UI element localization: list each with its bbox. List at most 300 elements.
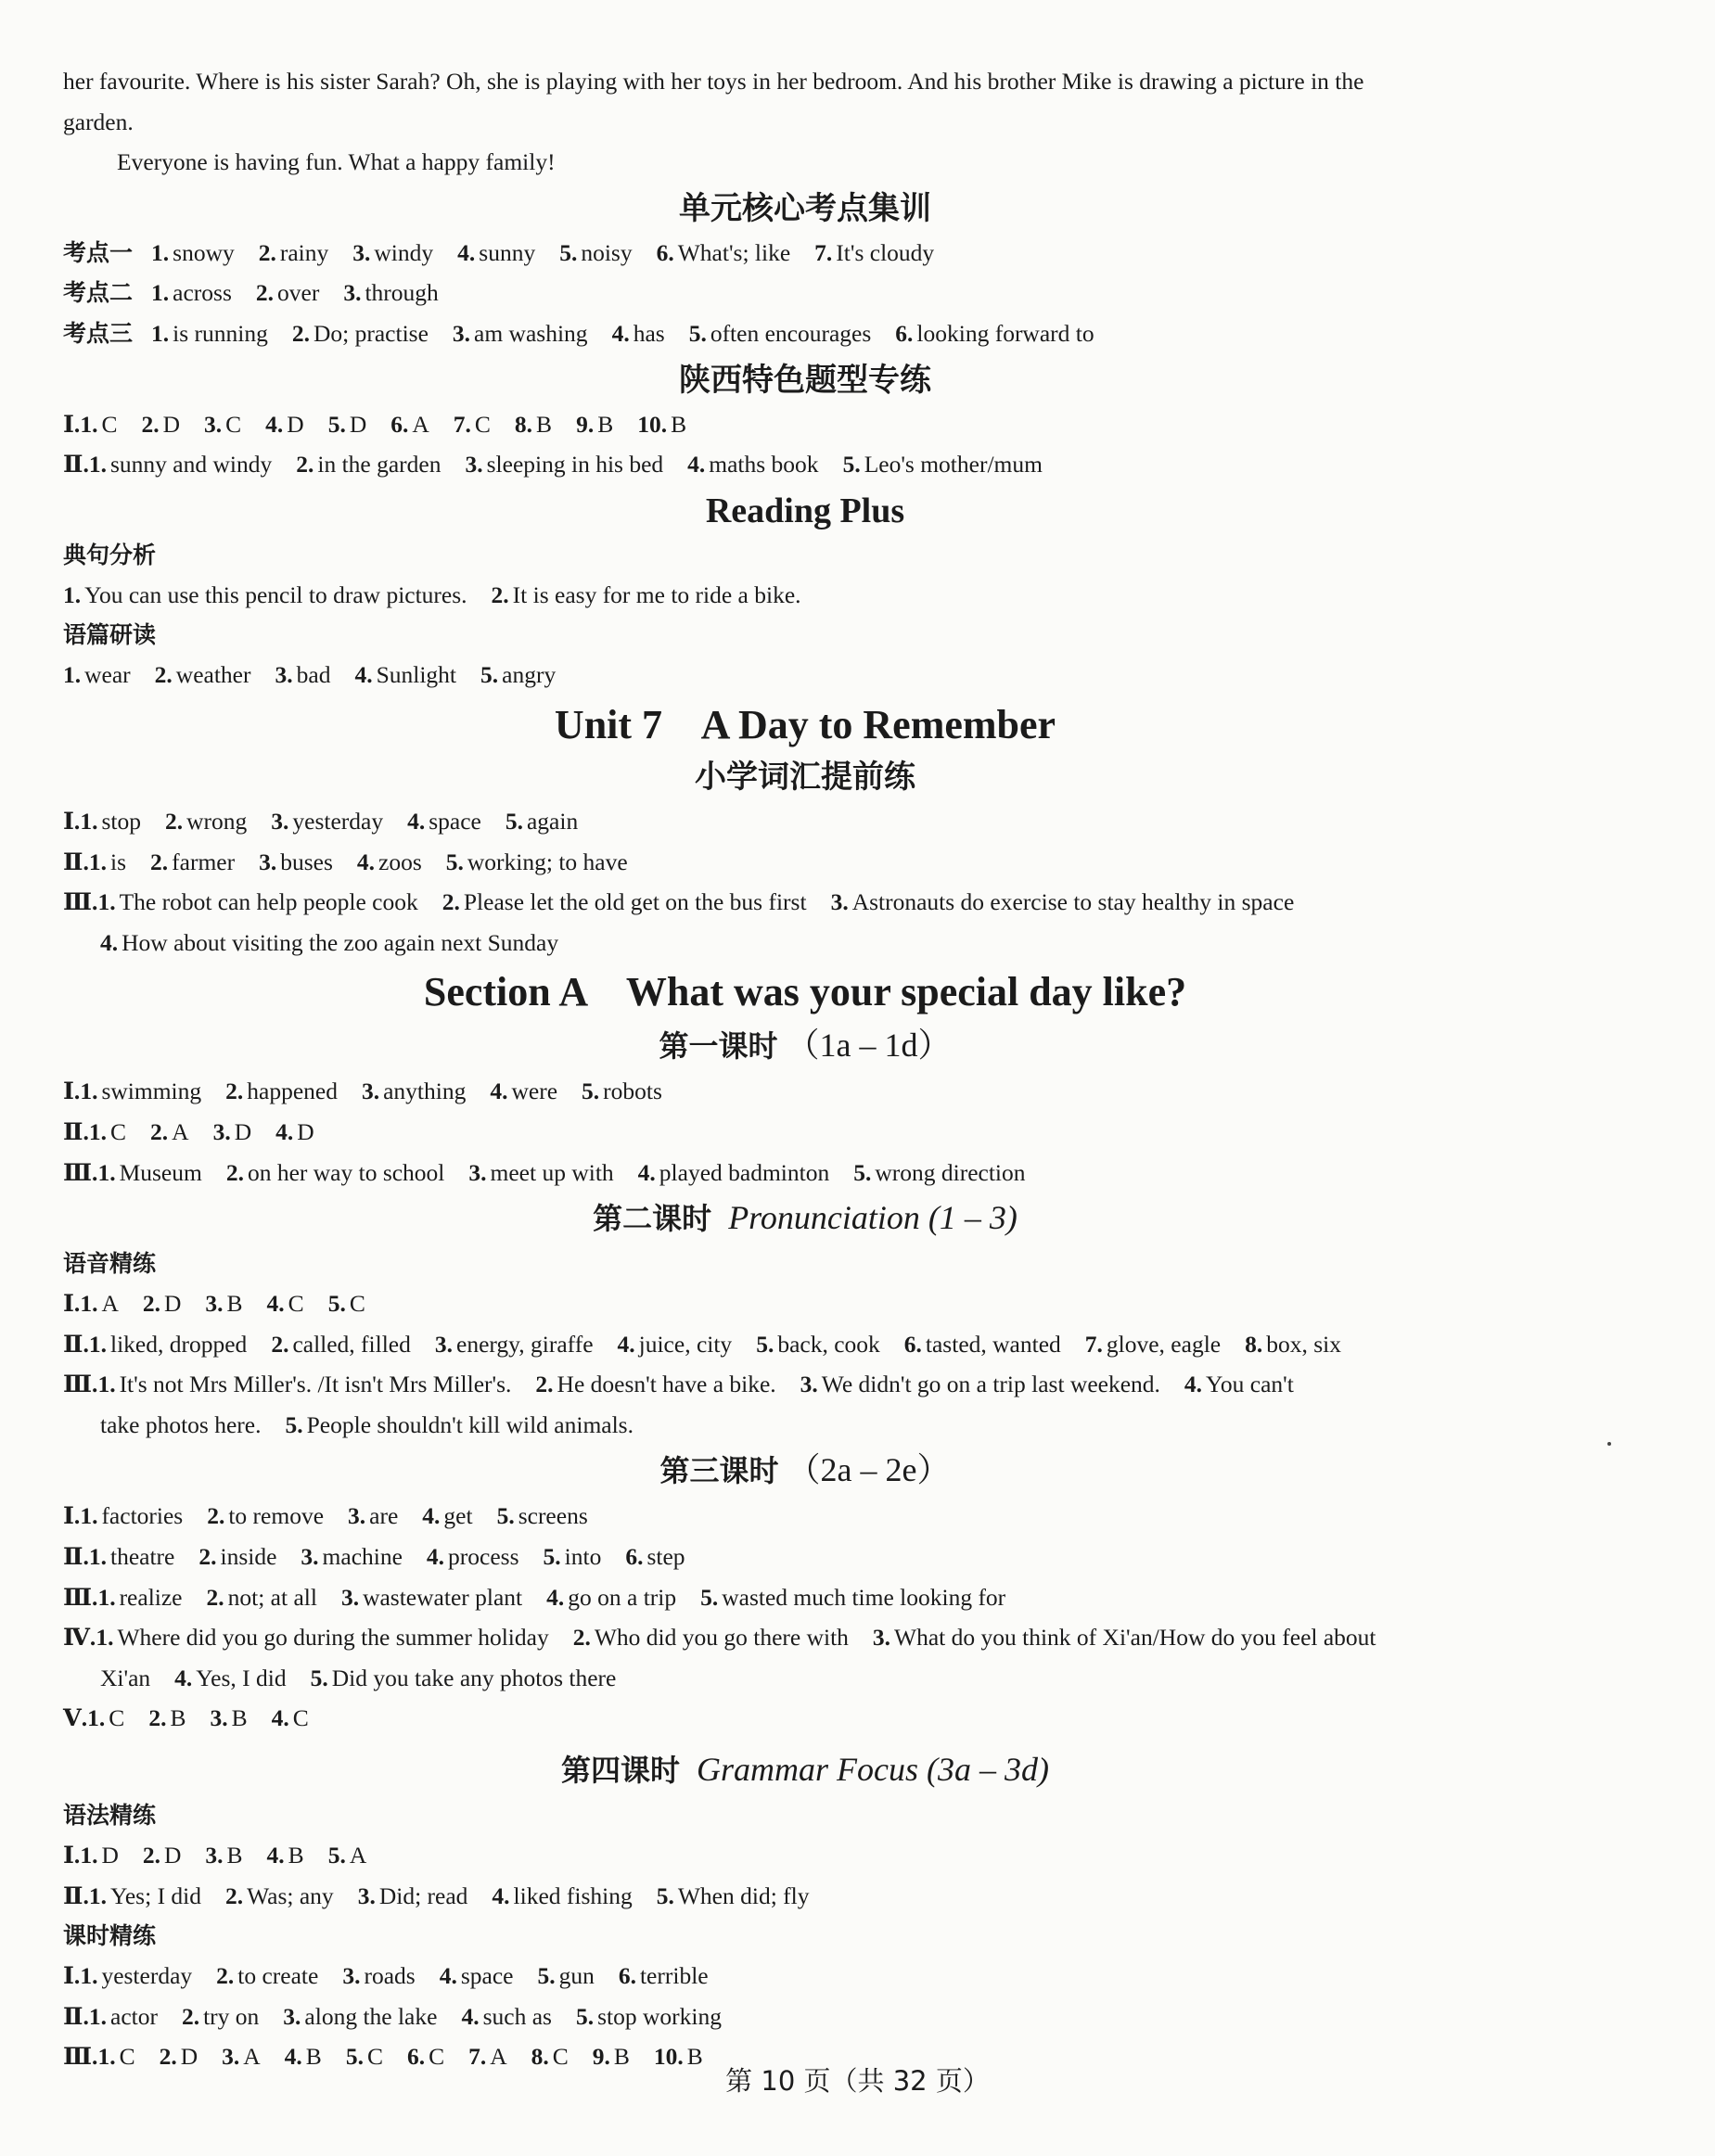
answer-number: 8. (514, 410, 533, 438)
answer-text: to remove (228, 1502, 325, 1530)
answer-text: sleeping in his bed (486, 451, 664, 478)
reading-sub-2-items (63, 655, 1547, 695)
answer-text: wasted much time looking for (722, 1583, 1006, 1611)
answer-text: not; at all (227, 1583, 317, 1611)
answer-text: bad (296, 661, 331, 689)
answer-text: stop (101, 807, 141, 835)
lesson-2-cn: 第二课时 (593, 1201, 712, 1237)
answer-number: 1. (88, 1330, 107, 1358)
answer-item (259, 848, 333, 875)
answer-text: noisy (581, 238, 633, 266)
answer-number: 4. (490, 1078, 508, 1105)
answer-item (207, 1502, 324, 1529)
answer-number: 4. (271, 1704, 289, 1732)
answer-text: Did you take any photos there (331, 1664, 617, 1691)
answer-number: 1. (80, 1842, 98, 1869)
lesson-2-title (63, 1193, 1547, 1244)
reading-sub-2: 语篇研读 (63, 621, 157, 649)
answer-item (89, 1543, 175, 1570)
core-section-title: 单元核心考点集训 (679, 189, 931, 227)
answer-row (63, 313, 1547, 354)
answer-item (226, 1159, 445, 1186)
answer-item (343, 279, 438, 306)
answer-item (150, 848, 235, 875)
lesson-1-title (63, 1020, 1547, 1071)
answer-item (689, 320, 872, 347)
answer-item (515, 411, 552, 438)
answer-number: 2. (206, 1583, 224, 1611)
answer-item (97, 1584, 182, 1611)
answer-number: 5. (575, 2002, 595, 2030)
answer-text: meet up with (490, 1158, 614, 1186)
answer-item (853, 1159, 1025, 1186)
answer-item (638, 1159, 830, 1186)
answer-number: 3. (800, 1371, 818, 1398)
answer-item (63, 581, 467, 608)
answer-item (506, 808, 578, 835)
answer-number: 3. (452, 319, 471, 347)
answer-number: 3. (204, 410, 223, 438)
answer-number: 4. (461, 2002, 480, 2030)
answer-item (292, 320, 429, 347)
answer-text: We didn't go on a trip last weekend. (821, 1371, 1160, 1398)
answer-number: 3. (348, 1502, 366, 1530)
answer-text: What's; like (677, 238, 791, 266)
answer-number: 2. (159, 2043, 177, 2071)
answer-number: 1. (88, 1882, 107, 1909)
answer-number: 6. (895, 319, 914, 347)
answer-number: 3. (283, 2002, 301, 2030)
answer-number: 3. (340, 1583, 360, 1611)
answer-text: are (369, 1502, 399, 1530)
answer-item (352, 239, 433, 266)
answer-text: windy (374, 238, 434, 266)
page-number: 第 10 页（共 32 页） (725, 2065, 990, 2097)
answer-item (435, 1331, 594, 1358)
roman-numeral: Ⅲ. (63, 1583, 98, 1611)
answer-number: 1. (151, 279, 170, 307)
answer-text: You can't (1206, 1371, 1294, 1398)
answer-text: D (101, 1842, 119, 1869)
answer-row (63, 404, 1547, 445)
answer-number: 3. (222, 2043, 240, 2071)
answer-row (63, 1956, 1547, 1997)
answer-text: often encourages (710, 319, 872, 347)
answer-item (1184, 1371, 1294, 1397)
answer-number: 1. (80, 1962, 98, 1990)
answer-number: 3. (357, 1882, 376, 1909)
answer-text: yesterday (101, 1962, 193, 1990)
answer-number: 3. (434, 1330, 454, 1358)
answer-number: 3. (205, 1842, 224, 1869)
answer-text: space (429, 807, 481, 835)
lesson-1-en: （1a – 1d） (786, 1027, 952, 1065)
answer-text: C (119, 2043, 135, 2071)
answer-number: 5. (310, 1664, 328, 1691)
answer-number: 2. (148, 1704, 167, 1732)
answer-text: has (633, 319, 665, 347)
answer-number: 6. (656, 238, 674, 266)
answer-number: 5. (505, 807, 523, 835)
answer-row (63, 1364, 1547, 1405)
answer-number: 7. (1084, 1330, 1103, 1358)
answer-number: 3. (352, 238, 371, 266)
answer-item (576, 411, 613, 438)
answer-text: were (511, 1078, 558, 1105)
answer-number: 5. (445, 848, 464, 875)
answer-text: He doesn't have a bike. (557, 1371, 776, 1398)
answer-number: 2. (271, 1330, 289, 1358)
answer-number: 2. (154, 661, 173, 689)
answer-text: in the garden (317, 451, 442, 478)
answer-text: liked fishing (513, 1882, 633, 1909)
answer-number: 5. (688, 319, 707, 347)
answer-number: 3. (361, 1078, 380, 1105)
answer-number: 5. (559, 238, 578, 266)
answer-item (904, 1331, 1061, 1358)
roman-numeral: Ⅱ. (63, 1882, 89, 1909)
answer-item (480, 661, 556, 688)
answer-item (100, 1665, 150, 1691)
answer-number: 1. (63, 661, 82, 689)
answer-number: 8. (1245, 1330, 1263, 1358)
answer-item (559, 239, 632, 266)
answer-item (637, 411, 686, 438)
unit-vocab-title: 小学词汇提前练 (695, 758, 915, 796)
answer-row (63, 1153, 1547, 1193)
answer-number: 5. (543, 1543, 561, 1571)
row-label: 考点三 (63, 319, 134, 347)
answer-number: 5. (496, 1502, 515, 1530)
answer-number: 4. (611, 319, 630, 347)
answer-number: 5. (700, 1583, 719, 1611)
answer-item (97, 1371, 511, 1397)
answer-item (700, 1584, 1005, 1611)
answer-text: looking forward to (916, 319, 1094, 347)
answer-text: go on a trip (568, 1583, 677, 1611)
answer-item (275, 1118, 314, 1145)
answer-number: 5. (480, 661, 499, 689)
answer-number: 7. (453, 410, 471, 438)
answer-text: sunny (479, 238, 536, 266)
answer-number: 4. (439, 1962, 457, 1990)
answer-number: 3. (468, 1158, 487, 1186)
lesson-4-rows-2 (63, 1956, 1547, 2077)
answer-number: 1. (80, 1290, 98, 1318)
roman-numeral: Ⅱ. (63, 451, 89, 478)
answer-number: 1. (151, 238, 170, 266)
answer-item (619, 1962, 709, 1989)
answer-text: A (172, 1117, 189, 1145)
answer-text: B (686, 2043, 703, 2071)
answer-item (174, 1665, 286, 1691)
answer-number: 1. (97, 1158, 116, 1186)
answer-number: 2. (296, 451, 314, 478)
roman-numeral: Ⅰ. (63, 807, 81, 835)
answer-text: tasted, wanted (925, 1330, 1061, 1358)
answer-item (256, 279, 319, 306)
answer-text: B (671, 410, 687, 438)
answer-number: 10. (653, 2043, 684, 2071)
answer-number: 1. (80, 807, 98, 835)
answer-item (442, 888, 807, 915)
lesson-1-cn: 第一课时 (659, 1028, 778, 1065)
answer-text: B (597, 410, 614, 438)
answer-number: 1. (80, 410, 98, 438)
answer-text: happened (247, 1078, 338, 1105)
answer-text: on her way to school (247, 1158, 445, 1186)
answer-number: 4. (174, 1664, 193, 1691)
answer-text: anything (383, 1078, 467, 1105)
answer-number: 1. (80, 1502, 98, 1530)
lesson-2-sub: 语音精练 (63, 1250, 157, 1278)
intro-line-1: her favourite. Where is his sister Sarah? Oh, she is playing with her toys in her bedroom. And his brother Mike is drawing a picture in the (63, 68, 1364, 95)
roman-numeral: Ⅱ. (63, 1330, 89, 1358)
answer-text: B (613, 2043, 630, 2071)
answer-item (143, 1842, 182, 1869)
answer-item (80, 1502, 183, 1529)
answer-text: sunny and windy (110, 451, 273, 478)
answer-item (275, 661, 331, 688)
answer-number: 3. (205, 1290, 224, 1318)
answer-text: called, filled (292, 1330, 411, 1358)
roman-numeral: Ⅲ. (63, 1371, 98, 1398)
answer-row (63, 1698, 1547, 1739)
answer-text: played badminton (659, 1158, 830, 1186)
answer-row (63, 1071, 1547, 1112)
answer-item (210, 1704, 247, 1731)
answer-item (97, 888, 417, 915)
answer-number: 7. (814, 238, 833, 266)
roman-numeral: Ⅲ. (63, 888, 98, 916)
answer-item (618, 1331, 733, 1358)
answer-text: swimming (101, 1078, 202, 1105)
answer-number: 2. (535, 1371, 554, 1398)
lesson-4-rows-1 (63, 1835, 1547, 1916)
answer-number: 2. (225, 1882, 244, 1909)
answer-item (895, 320, 1094, 347)
answer-item (301, 1543, 403, 1570)
answer-number: 1. (97, 1371, 116, 1398)
answer-number: 2. (572, 1624, 591, 1652)
answer-number: 3. (271, 807, 289, 835)
answer-item (182, 2003, 259, 2030)
answer-item (457, 239, 535, 266)
answer-text: farmer (172, 848, 236, 875)
unit-rows (63, 801, 1547, 963)
answer-text: take photos here. (100, 1410, 262, 1438)
answer-text: factories (101, 1502, 184, 1530)
roman-numeral: Ⅱ. (63, 2002, 89, 2030)
answer-text: It's cloudy (836, 238, 935, 266)
answer-row (63, 1537, 1547, 1577)
row-label: 考点二 (63, 279, 134, 307)
answer-text: It's not Mrs Miller's. /It isn't Mrs Miller's. (119, 1371, 512, 1398)
answer-item (216, 1962, 318, 1989)
answer-number: 5. (842, 451, 861, 478)
answer-number: 3. (830, 888, 849, 916)
answer-number: 4. (284, 2043, 302, 2071)
answer-text: D (349, 410, 367, 438)
answer-text: such as (482, 2002, 552, 2030)
answer-item (497, 1502, 588, 1529)
answer-row (63, 1405, 1547, 1446)
answer-text: A (243, 2043, 261, 2071)
answer-text: box, six (1266, 1330, 1341, 1358)
answer-item (89, 1882, 201, 1909)
answer-item (466, 451, 664, 478)
answer-text: Who did you go there with (594, 1624, 849, 1652)
answer-item (390, 411, 429, 438)
answer-text: gun (558, 1962, 595, 1990)
answer-item (544, 1543, 602, 1570)
answer-number: 1. (87, 1704, 106, 1732)
answer-row (63, 1283, 1547, 1324)
answer-item (873, 1624, 1376, 1651)
answer-item (328, 411, 367, 438)
lesson-2-rows (63, 1283, 1547, 1445)
answer-number: 2. (442, 888, 460, 916)
answer-text: is (110, 848, 127, 875)
unit-title: Unit 7 A Day to Remember (554, 701, 1056, 747)
answer-item (80, 1842, 119, 1869)
answer-number: 2. (164, 807, 184, 835)
answer-number: 3. (259, 848, 277, 875)
answer-number: 4. (457, 238, 476, 266)
answer-item (205, 1842, 242, 1869)
roman-numeral: Ⅱ. (63, 1543, 89, 1571)
lesson-3-cn: 第三课时 (659, 1453, 779, 1489)
answer-number: 2. (141, 410, 160, 438)
answer-text: D (234, 1117, 252, 1145)
answer-item (612, 320, 665, 347)
answer-number: 2. (181, 2002, 200, 2030)
reading-plus-title: Reading Plus (705, 491, 905, 530)
answer-item (225, 1882, 334, 1909)
core-rows (63, 233, 1547, 354)
answer-number: 4. (1184, 1371, 1203, 1398)
answer-row (63, 1112, 1547, 1153)
answer-item (150, 1118, 189, 1145)
answer-number: 4. (354, 661, 373, 689)
answer-number: 2. (198, 1543, 217, 1571)
answer-row (63, 1835, 1547, 1876)
answer-item (151, 320, 268, 347)
section-a-title: Section A What was your special day like? (423, 969, 1187, 1015)
answer-text: liked, dropped (110, 1330, 248, 1358)
answer-number: 3. (210, 1704, 228, 1732)
answer-text: wrong (186, 807, 248, 835)
roman-numeral: Ⅰ. (63, 1962, 81, 1990)
intro-line-2: garden. (63, 108, 134, 135)
answer-row (63, 1876, 1547, 1917)
answer-row (63, 273, 1547, 313)
answer-item (89, 848, 126, 875)
answer-number: 6. (406, 2043, 426, 2071)
answer-text: B (288, 1842, 304, 1869)
answer-item (341, 1584, 522, 1611)
answer-item (687, 451, 818, 478)
answer-number: 1. (97, 1583, 116, 1611)
answer-number: 1. (97, 888, 116, 916)
answer-number: 3. (301, 1543, 319, 1571)
answer-item (100, 1411, 261, 1438)
answer-item (311, 1665, 617, 1691)
shaanxi-rows (63, 404, 1547, 485)
answer-item (63, 661, 131, 688)
answer-number: 1. (88, 1543, 107, 1571)
answer-text: back, cook (777, 1330, 880, 1358)
answer-item (87, 1704, 124, 1731)
roman-numeral: Ⅰ. (63, 1502, 81, 1530)
answer-text: B (231, 1704, 248, 1732)
answer-text: snowy (173, 238, 235, 266)
answer-item (80, 1962, 192, 1989)
answer-number: 5. (345, 2043, 364, 2071)
answer-item (492, 581, 801, 608)
answer-text: C (366, 2043, 383, 2071)
answer-item (357, 848, 422, 875)
answer-number: 3. (275, 661, 293, 689)
answer-number: 6. (618, 1962, 636, 1990)
roman-numeral: Ⅰ. (63, 1842, 81, 1869)
answer-text: Sunlight (376, 661, 457, 689)
answer-number: 9. (592, 2043, 610, 2071)
answer-text: get (443, 1502, 473, 1530)
roman-numeral: Ⅴ. (63, 1704, 88, 1732)
answer-text: A (412, 410, 429, 438)
answer-number: 4. (266, 1290, 285, 1318)
answer-item (141, 411, 180, 438)
answer-item (1245, 1331, 1341, 1358)
answer-item (490, 1078, 557, 1104)
answer-text: C (292, 1704, 309, 1732)
answer-item (89, 2003, 158, 2030)
answer-item (537, 1962, 594, 1989)
answer-number: 4. (426, 1543, 445, 1571)
answer-number: 3. (343, 279, 362, 307)
answer-text: Was; any (247, 1882, 334, 1909)
answer-text: roads (364, 1962, 416, 1990)
answer-number: 3. (465, 451, 483, 478)
answer-item (1085, 1331, 1221, 1358)
answer-text: B (226, 1842, 243, 1869)
answer-number: 1. (80, 1078, 98, 1105)
answer-row (63, 1324, 1547, 1365)
answer-item (535, 1371, 775, 1397)
answer-number: 6. (625, 1543, 644, 1571)
answer-item (358, 1882, 468, 1909)
answer-item (271, 808, 383, 835)
answer-item (165, 808, 247, 835)
answer-item (207, 1584, 317, 1611)
answer-text: C (288, 1290, 304, 1318)
answer-number: 2. (291, 319, 310, 347)
answer-number: 2. (255, 279, 274, 307)
answer-text: is running (173, 319, 268, 347)
answer-text: D (180, 2043, 198, 2071)
answer-number: 2. (150, 848, 169, 875)
answer-item (89, 1118, 126, 1145)
answer-item (454, 411, 491, 438)
answer-row (63, 233, 1547, 274)
answer-item (362, 1078, 466, 1104)
answer-item (89, 1331, 247, 1358)
lesson-2-en: Pronunciation (1 – 3) (728, 1199, 1017, 1237)
intro-line-3: Everyone is having fun. What a happy family! (117, 148, 556, 176)
answer-item (285, 1411, 634, 1438)
answer-item (143, 1290, 182, 1317)
